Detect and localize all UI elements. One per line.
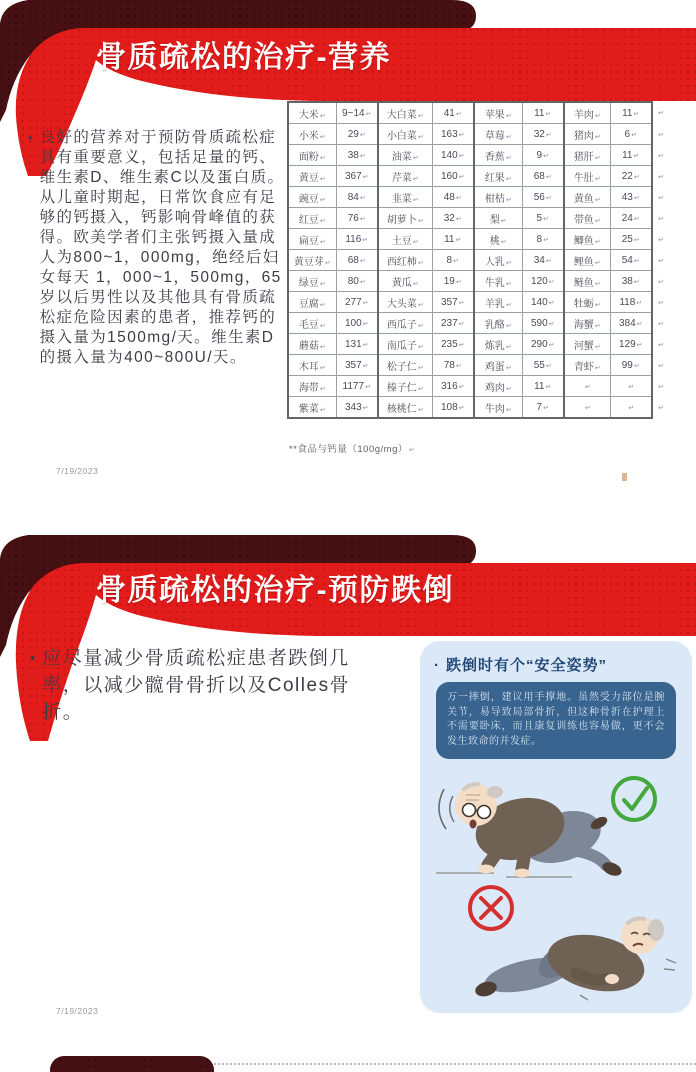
table-cell: 140↵ <box>432 145 474 166</box>
slide2-title: 骨质疏松的治疗-预防跌倒 <box>96 574 454 607</box>
table-cell: 80↵ <box>336 271 378 292</box>
bullet-marker: • <box>28 130 33 145</box>
table-cell: 松子仁↵ <box>378 355 432 376</box>
table-cell: 紫菜↵ <box>288 397 336 419</box>
table-cell: 38↵ <box>336 145 378 166</box>
table-cell: 8↵ <box>432 250 474 271</box>
table-cell: 红果↵ <box>474 166 522 187</box>
table-cell: 343↵ <box>336 397 378 419</box>
table-cell: 290↵ <box>522 334 564 355</box>
table-cell: 猪肉↵ <box>564 124 610 145</box>
check-icon <box>613 778 655 820</box>
table-cell: 9~14↵ <box>336 102 378 124</box>
table-cell: 11↵ <box>610 145 652 166</box>
slide1-bullet-paragraph <box>28 128 286 368</box>
table-cell: 鲤鱼↵ <box>564 250 610 271</box>
table-cell: 55↵ <box>522 355 564 376</box>
table-cell: 牡蛎↵ <box>564 292 610 313</box>
table-cell: 108↵ <box>432 397 474 419</box>
table-cell: 22↵ <box>610 166 652 187</box>
table-cell: 核桃仁↵ <box>378 397 432 419</box>
table-row <box>288 145 670 166</box>
table-cell: 木耳↵ <box>288 355 336 376</box>
table-cell: 黄瓜↵ <box>378 271 432 292</box>
table-cell: 河蟹↵ <box>564 334 610 355</box>
table-cell: 99↵ <box>610 355 652 376</box>
table-cell: 32↵ <box>432 208 474 229</box>
table-cell: 青虾↵ <box>564 355 610 376</box>
table-cell: 590↵ <box>522 313 564 334</box>
safety-posture-card <box>420 641 692 1013</box>
calcium-content-table <box>287 101 671 419</box>
table-cell: 7↵ <box>522 397 564 419</box>
table-cell: 豆腐↵ <box>288 292 336 313</box>
table-cell: 11↵ <box>432 229 474 250</box>
table-cell: 384↵ <box>610 313 652 334</box>
slide-fall-prevention <box>0 533 696 1033</box>
table-cell: 1177↵ <box>336 376 378 397</box>
safe-fall-figure <box>436 784 624 878</box>
table-cell: 羊肉↵ <box>564 102 610 124</box>
footer-date: 7/19/2023 <box>56 1006 99 1016</box>
table-cell: ↵ <box>564 376 610 397</box>
table-cell: 11↵ <box>610 102 652 124</box>
calcium-table-body <box>288 102 670 418</box>
table-row <box>288 376 670 397</box>
table-cell: 237↵ <box>432 313 474 334</box>
table-row <box>288 208 670 229</box>
table-cell: 牛乳↵ <box>474 271 522 292</box>
end-of-row-mark: ↵ <box>658 152 664 160</box>
card-description-box <box>436 682 676 759</box>
table-cell: 11↵ <box>522 376 564 397</box>
table-cell: 小米↵ <box>288 124 336 145</box>
table-row <box>288 250 670 271</box>
table-cell: ↵ <box>564 397 610 419</box>
table-row <box>288 355 670 376</box>
table-cell: 绿豆↵ <box>288 271 336 292</box>
table-cell: 54↵ <box>610 250 652 271</box>
table-cell: 38↵ <box>610 271 652 292</box>
table-cell: 胡萝卜↵ <box>378 208 432 229</box>
table-cell: 大白菜↵ <box>378 102 432 124</box>
table-cell: 24↵ <box>610 208 652 229</box>
table-cell: ↵ <box>610 376 652 397</box>
slide-nutrition <box>0 0 696 500</box>
next-slide-header-swoosh <box>50 1056 214 1072</box>
table-cell: ↵ <box>610 397 652 419</box>
table-row <box>288 187 670 208</box>
table-cell: 29↵ <box>336 124 378 145</box>
end-of-row-mark: ↵ <box>658 194 664 202</box>
table-cell: 海蟹↵ <box>564 313 610 334</box>
table-cell: 41↵ <box>432 102 474 124</box>
slide2-bullet-text: 应尽量减少骨质疏松症患者跌倒几率，以减少髋骨骨折以及Colles骨折。 <box>42 648 351 723</box>
footer-date: 7/19/2023 <box>56 466 99 476</box>
end-of-row-mark: ↵ <box>658 404 664 412</box>
table-cell: 牛肚↵ <box>564 166 610 187</box>
table-cell: 鲢鱼↵ <box>564 271 610 292</box>
table-row <box>288 397 670 419</box>
end-of-row-mark: ↵ <box>658 110 664 118</box>
table-cell: 120↵ <box>522 271 564 292</box>
end-of-row-mark: ↵ <box>658 173 664 181</box>
table-cell: 牛肉↵ <box>474 397 522 419</box>
table-cell: 黄鱼↵ <box>564 187 610 208</box>
table-cell: 235↵ <box>432 334 474 355</box>
table-cell: 68↵ <box>336 250 378 271</box>
table-cell: 129↵ <box>610 334 652 355</box>
table-cell: 43↵ <box>610 187 652 208</box>
table-cell: 32↵ <box>522 124 564 145</box>
table-row <box>288 102 670 124</box>
table-cell: 草莓↵ <box>474 124 522 145</box>
card-title <box>434 654 607 675</box>
table-cell: 48↵ <box>432 187 474 208</box>
table-row <box>288 229 670 250</box>
table-row <box>288 124 670 145</box>
end-of-row-mark: ↵ <box>658 131 664 139</box>
table-cell: 9↵ <box>522 145 564 166</box>
table-cell: 56↵ <box>522 187 564 208</box>
table-cell: 柑桔↵ <box>474 187 522 208</box>
table-cell: 78↵ <box>432 355 474 376</box>
card-description-text: 万一摔倒，建议用手撑地。虽然受力部位是腕关节，易导致局部骨折，但这种骨折在护理上不需要卧床，而且康复训练也容易做，更不会发生致命的并发症。 <box>447 692 665 747</box>
table-cell: 8↵ <box>522 229 564 250</box>
table-cell: 鸡蛋↵ <box>474 355 522 376</box>
table-cell: 炼乳↵ <box>474 334 522 355</box>
table-cell: 面粉↵ <box>288 145 336 166</box>
table-cell: 韭菜↵ <box>378 187 432 208</box>
table-cell: 油菜↵ <box>378 145 432 166</box>
table-cell: 277↵ <box>336 292 378 313</box>
table-cell: 鸡肉↵ <box>474 376 522 397</box>
end-of-row-mark: ↵ <box>658 320 664 328</box>
table-cell: 猪肝↵ <box>564 145 610 166</box>
table-cell: 316↵ <box>432 376 474 397</box>
table-cell: 红豆↵ <box>288 208 336 229</box>
table-row <box>288 271 670 292</box>
table-cell: 6↵ <box>610 124 652 145</box>
table-cell: 19↵ <box>432 271 474 292</box>
fall-illustration <box>428 763 684 1007</box>
table-cell: 梨↵ <box>474 208 522 229</box>
table-row <box>288 334 670 355</box>
table-cell: 南瓜子↵ <box>378 334 432 355</box>
table-cell: 367↵ <box>336 166 378 187</box>
bullet-marker: • <box>30 650 36 667</box>
table-caption: **食品与钙量（100g/mg）↵ <box>289 444 416 455</box>
table-cell: 76↵ <box>336 208 378 229</box>
table-cell: 乳酪↵ <box>474 313 522 334</box>
table-cell: 116↵ <box>336 229 378 250</box>
table-cell: 160↵ <box>432 166 474 187</box>
table-cell: 蘑菇↵ <box>288 334 336 355</box>
table-cell: 豌豆↵ <box>288 187 336 208</box>
end-of-row-mark: ↵ <box>658 236 664 244</box>
table-cell: 大头菜↵ <box>378 292 432 313</box>
table-cell: 357↵ <box>336 355 378 376</box>
table-cell: 西红柿↵ <box>378 250 432 271</box>
table-row <box>288 166 670 187</box>
table-row <box>288 313 670 334</box>
table-cell: 5↵ <box>522 208 564 229</box>
table-cell: 黄豆芽↵ <box>288 250 336 271</box>
table-cell: 163↵ <box>432 124 474 145</box>
card-title-text: 跌倒时有个“安全姿势” <box>446 657 608 674</box>
table-cell: 140↵ <box>522 292 564 313</box>
table-caption-text: **食品与钙量（100g/mg） <box>289 444 408 455</box>
slide2-bullet-paragraph <box>30 645 366 726</box>
table-cell: 100↵ <box>336 313 378 334</box>
table-cell: 118↵ <box>610 292 652 313</box>
card-bullet-marker: · <box>434 657 440 674</box>
table-cell: 11↵ <box>522 102 564 124</box>
end-of-row-mark: ↵ <box>658 341 664 349</box>
unsafe-fall-figure <box>473 916 676 1000</box>
table-cell: 小白菜↵ <box>378 124 432 145</box>
table-cell: 扁豆↵ <box>288 229 336 250</box>
table-cell: 84↵ <box>336 187 378 208</box>
table-cell: 苹果↵ <box>474 102 522 124</box>
table-cell: 芹菜↵ <box>378 166 432 187</box>
next-slide-edge-line <box>214 1063 696 1065</box>
table-cell: 34↵ <box>522 250 564 271</box>
table-cell: 香蕉↵ <box>474 145 522 166</box>
end-of-row-mark: ↵ <box>658 299 664 307</box>
table-cell: 鲫鱼↵ <box>564 229 610 250</box>
table-cell: 黄豆↵ <box>288 166 336 187</box>
page-number-faint <box>622 473 627 481</box>
end-of-row-mark: ↵ <box>658 362 664 370</box>
table-cell: 桃↵ <box>474 229 522 250</box>
table-cell: 榛子仁↵ <box>378 376 432 397</box>
table-cell: 人乳↵ <box>474 250 522 271</box>
table-cell: 毛豆↵ <box>288 313 336 334</box>
table-cell: 带鱼↵ <box>564 208 610 229</box>
end-of-row-mark: ↵ <box>658 383 664 391</box>
slide1-title: 骨质疏松的治疗-营养 <box>96 41 391 74</box>
table-row <box>288 292 670 313</box>
table-cell: 68↵ <box>522 166 564 187</box>
table-cell: 25↵ <box>610 229 652 250</box>
end-of-row-mark: ↵ <box>658 215 664 223</box>
table-cell: 土豆↵ <box>378 229 432 250</box>
slide1-bullet-text: 良好的营养对于预防骨质疏松症具有重要意义，包括足量的钙、维生素D、维生素C以及蛋白质。从儿童时期起，日常饮食应有足够的钙摄入，钙影响骨峰值的获得。欧美学者们主张钙摄入量成人为800~1，000mg，绝经后妇女每天 1，000~1，500mg，65岁以后男性以及其他具有骨质疏松症危险因素的患者，推荐钙的摄入量为1500mg/天。维生素D的摄入量为400~800U/天。 <box>39 129 285 366</box>
end-of-row-mark: ↵ <box>658 257 664 265</box>
table-cell: 大米↵ <box>288 102 336 124</box>
x-icon <box>470 887 512 929</box>
table-cell: 357↵ <box>432 292 474 313</box>
table-cell: 131↵ <box>336 334 378 355</box>
table-cell: 羊乳↵ <box>474 292 522 313</box>
end-of-row-mark: ↵ <box>658 278 664 286</box>
table-cell: 西瓜子↵ <box>378 313 432 334</box>
table-cell: 海带↵ <box>288 376 336 397</box>
